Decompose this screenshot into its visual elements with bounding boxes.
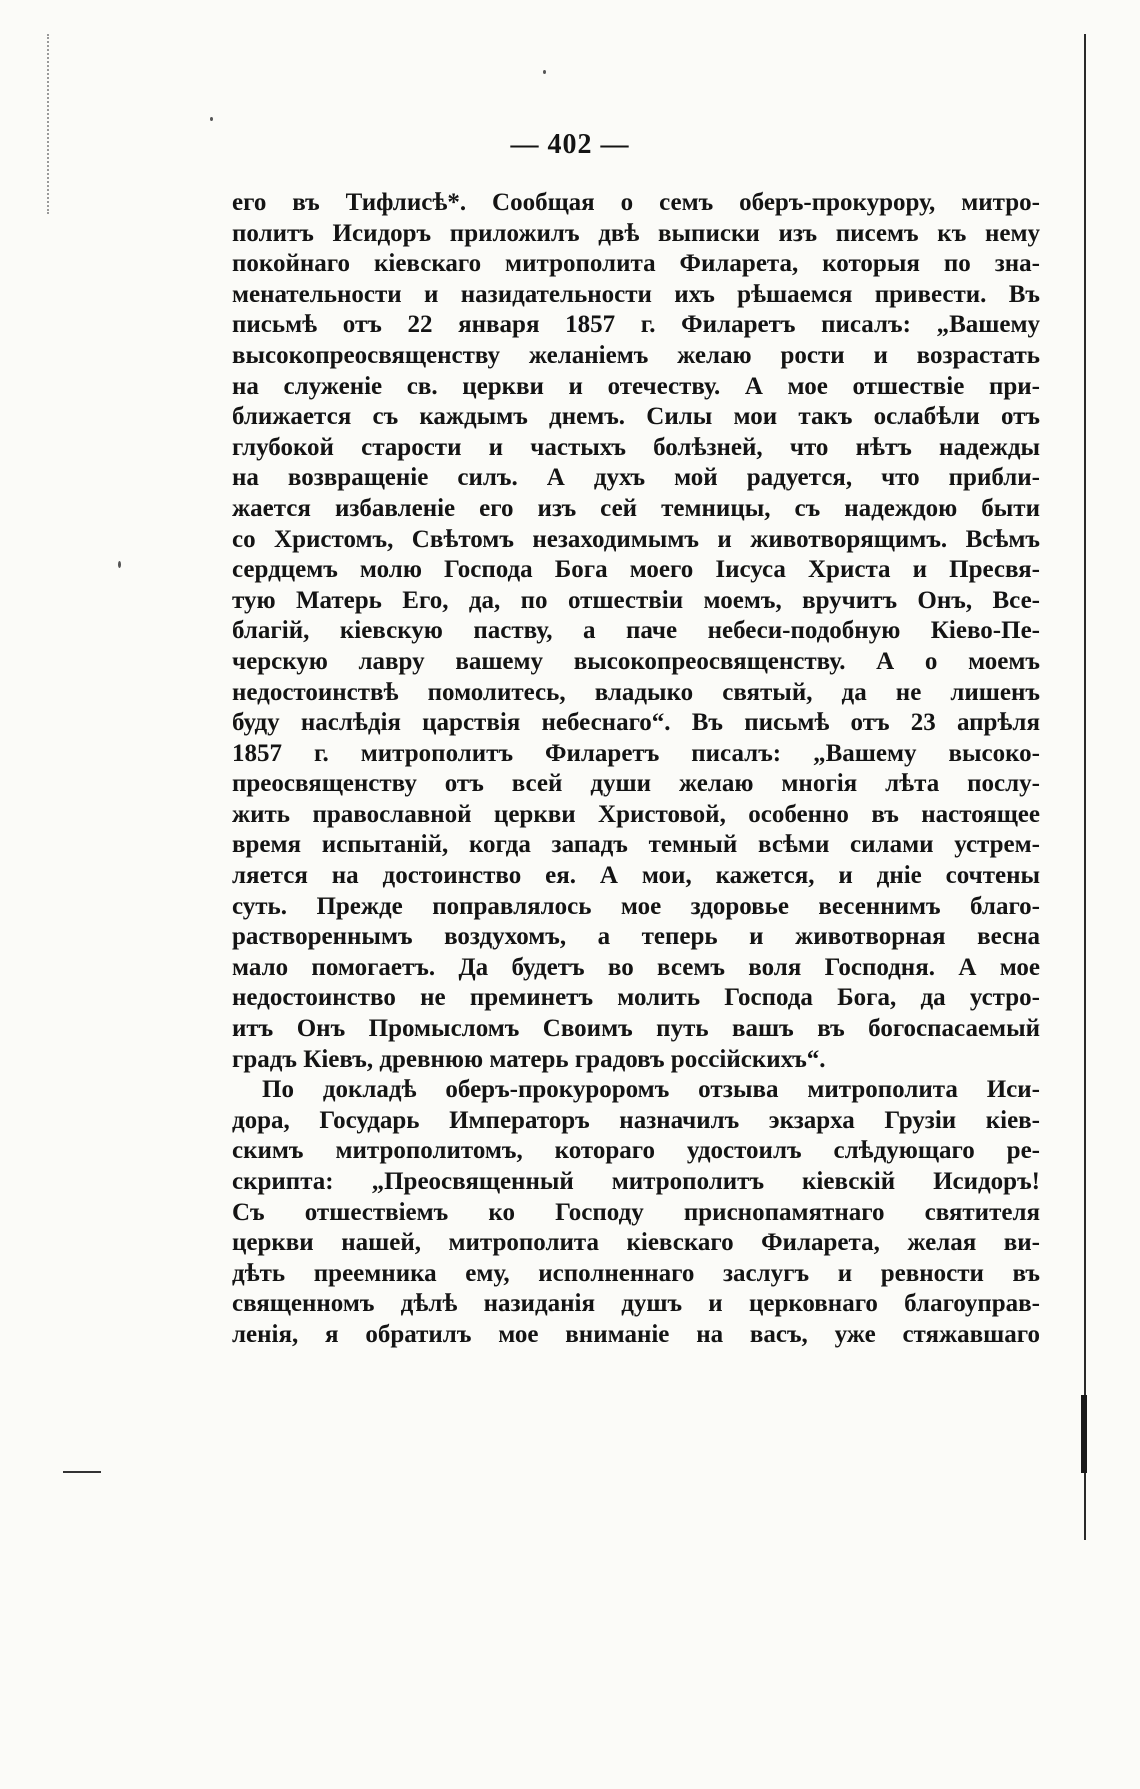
text-line: церкви нашей, митрополита кіевскаго Филарета, желая ви-	[232, 1229, 1040, 1257]
scan-edge-left	[47, 34, 49, 214]
text-line: политъ Исидоръ приложилъ двѣ выписки изъ писемъ къ нему	[232, 219, 1040, 247]
text-line: недостоинствѣ помолитесь, владыко святый, да не лишенъ	[232, 678, 1040, 706]
scan-speck	[543, 70, 546, 74]
text-line: Съ отшествіемъ ко Господу приснопамятнаго святителя	[232, 1198, 1040, 1226]
text-line: менательности и назидательности ихъ рѣшаемся привести. Въ	[232, 280, 1040, 308]
scan-speck	[210, 117, 213, 121]
text-line: покойнаго кіевскаго митрополита Филарета, которыя по зна-	[232, 250, 1040, 278]
paragraph-1	[232, 188, 1040, 1075]
text-line: на возвращеніе силъ. А духъ мой радуется, что прибли-	[232, 464, 1040, 492]
text-line-paragraph-start: По докладѣ оберъ-прокуроромъ отзыва митрополита Иси-	[262, 1076, 1040, 1104]
scan-speck	[118, 561, 121, 568]
text-line: скрипта: „Преосвященный митрополитъ кіевскій Исидоръ!	[232, 1168, 1040, 1195]
text-line: суть. Прежде поправлялось мое здоровье весеннимъ благо-	[232, 892, 1040, 920]
text-line: со Христомъ, Свѣтомъ незаходимымъ и животворящимъ. Всѣмъ	[232, 525, 1040, 553]
text-line: 1857 г. митрополитъ Филаретъ писалъ: „Вашему высоко-	[232, 739, 1040, 767]
text-block	[232, 188, 1040, 1351]
text-line: благій, кіевскую паству, а паче небеси-подобную Кіево-Пе-	[232, 617, 1040, 645]
margin-dash-mark	[63, 1471, 101, 1473]
text-line: буду наслѣдія царствія небеснаго“. Въ письмѣ отъ 23 апрѣля	[232, 709, 1040, 737]
text-line: высокопреосвященству желаніемъ желаю рости и возрастать	[232, 341, 1040, 369]
scan-edge-right	[1084, 34, 1086, 1540]
text-line: недостоинство не преминетъ молить Господа Бога, да устро-	[232, 984, 1040, 1012]
scan-edge-right-dark	[1081, 1395, 1087, 1473]
text-line: на служеніе св. церкви и отечеству. А мое отшествіе при-	[232, 372, 1040, 400]
text-line: дѣть преемника ему, исполненнаго заслугъ и ревности въ	[232, 1259, 1040, 1287]
text-line: преосвященству отъ всей души желаю многія лѣта послу-	[232, 770, 1040, 798]
text-line: жается избавленіе его изъ сей темницы, съ надеждою быти	[232, 494, 1040, 522]
text-line: скимъ митрополитомъ, котораго удостоилъ слѣдующаго ре-	[232, 1137, 1040, 1165]
text-line-paragraph-end: градъ Кіевъ, древнюю матерь градовъ россійскихъ“.	[232, 1045, 826, 1073]
text-line: письмѣ отъ 22 января 1857 г. Филаретъ писалъ: „Вашему	[232, 311, 1040, 339]
text-line: священномъ дѣлѣ назиданія душъ и церковнаго благоуправ-	[232, 1290, 1040, 1318]
text-line: ближается съ каждымъ днемъ. Силы мои такъ ослабѣли отъ	[232, 403, 1040, 431]
text-line: его въ Тифлисѣ*. Сообщая о семъ оберъ-прокурору, митро-	[232, 189, 1040, 216]
text-line: ленія, я обратилъ мое вниманіе на васъ, уже стяжавшаго	[232, 1320, 1040, 1348]
text-line: сердцемъ молю Господа Бога моего Іисуса Христа и Пресвя-	[232, 556, 1040, 584]
text-line: тую Матерь Его, да, по отшествіи моемъ, вручитъ Онъ, Все-	[232, 586, 1040, 614]
text-line: жить православной церкви Христовой, особенно въ настоящее	[232, 800, 1040, 828]
text-line: мало помогаетъ. Да будетъ во всемъ воля Господня. А мое	[232, 953, 1040, 981]
text-line: раствореннымъ воздухомъ, а теперь и животворная весна	[232, 923, 1040, 951]
paragraph-2	[232, 1075, 1040, 1350]
text-line: глубокой старости и частыхъ болѣзней, что нѣтъ надежды	[232, 433, 1040, 461]
page-number: — 402 —	[510, 129, 630, 160]
text-line: дора, Государь Императоръ назначилъ экзарха Грузіи кіев-	[232, 1106, 1040, 1134]
text-line: ляется на достоинство ея. А мои, кажется, и дніе сочтены	[232, 862, 1040, 890]
text-line: время испытаній, когда западъ темный всѣми силами устрем-	[232, 831, 1040, 859]
text-line: итъ Онъ Промысломъ Своимъ путь вашъ въ богоспасаемый	[232, 1015, 1040, 1043]
text-line: черскую лавру вашему высокопреосвященству. А о моемъ	[232, 647, 1040, 675]
